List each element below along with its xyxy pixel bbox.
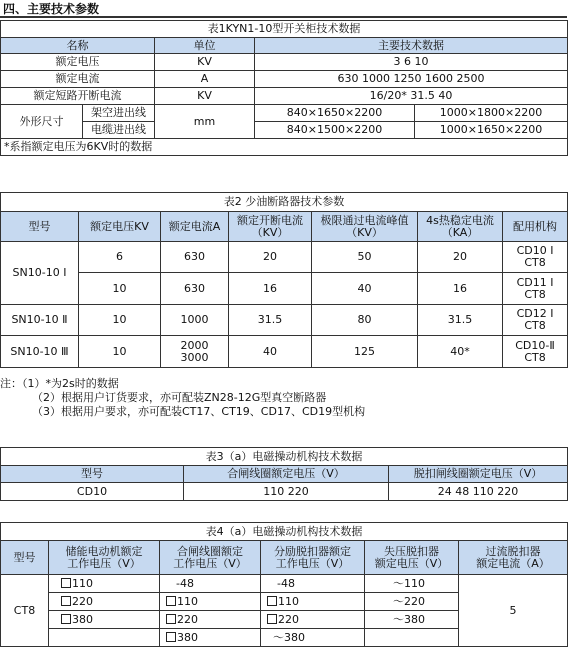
- t2-mech: CD12 Ⅰ CT8: [503, 305, 568, 336]
- t2-mech: CD10 Ⅰ CT8: [503, 242, 568, 273]
- table1-caption: 表1KYN1-10型开关柜技术数据: [1, 21, 568, 38]
- table-breaker: [0, 192, 568, 368]
- t4-header: 储能电动机额定 工作电压（V）: [49, 541, 160, 575]
- t4-motor: [49, 593, 160, 611]
- t2-cell: 31.5: [229, 305, 312, 336]
- t4-close: [160, 629, 261, 647]
- t2-cell: 10: [79, 273, 161, 305]
- t2-model: SN10-10 Ⅰ: [1, 242, 79, 305]
- t2-cell: 125: [312, 336, 418, 368]
- t4-shunt: [261, 611, 365, 629]
- t4-undervolt: [365, 629, 459, 647]
- checkbox-icon: [267, 614, 277, 624]
- t2-mech: CD11 Ⅰ CT8: [503, 273, 568, 305]
- t4-shunt-value: 220: [278, 612, 299, 626]
- t1-row-unit: KV: [155, 54, 255, 71]
- t1-dim-type: 电缆进出线: [83, 122, 155, 139]
- t1-row-value: 16/20* 31.5 40: [255, 88, 568, 105]
- t4-header: 分励脱扣器额定 工作电压（V）: [261, 541, 365, 575]
- t2-cell: 6: [79, 242, 161, 273]
- t3-header: 合闸线圈额定电压（V）: [184, 466, 389, 483]
- checkbox-icon: [166, 614, 176, 624]
- t4-motor-value: 110: [72, 576, 93, 590]
- t4-header: 失压脱扣器 额定电压（V）: [365, 541, 459, 575]
- t4-close-value: 380: [177, 630, 198, 644]
- t4-overcurrent: 5: [459, 575, 568, 647]
- t1-dim-type: 架空进出线: [83, 105, 155, 122]
- t4-shunt-value: 110: [278, 594, 299, 608]
- t4-close-value: 110: [177, 594, 198, 608]
- t4-undervolt: ～380: [365, 611, 459, 629]
- note-line: （3）根据用户要求，亦可配装CT17、CT19、CD17、CD19型机构: [32, 405, 366, 418]
- t2-header: 型号: [1, 212, 79, 242]
- t2-cell: 40: [312, 273, 418, 305]
- t2-cell: 1000: [161, 305, 229, 336]
- t4-model: CT8: [1, 575, 49, 647]
- t1-row-value: 3 6 10: [255, 54, 568, 71]
- note-line: 注：（1）*为2s时的数据: [0, 377, 119, 390]
- t4-shunt-value: -48: [277, 576, 295, 590]
- t4-close: [160, 575, 261, 593]
- t1-row-name: 额定电流: [1, 71, 155, 88]
- t4-motor-value: 380: [72, 612, 93, 626]
- t1-header-data: 主要技术数据: [255, 38, 568, 54]
- t4-header: 过流脱扣器 额定电流（A）: [459, 541, 568, 575]
- t2-cell: 40*: [418, 336, 503, 368]
- t2-cell: 20: [229, 242, 312, 273]
- t3-trip: 24 48 110 220: [389, 483, 568, 501]
- t4-header: 合闸线圈额定 工作电压（V）: [160, 541, 261, 575]
- t1-footnote: *系指额定电压为6KV时的数据: [1, 139, 568, 156]
- t1-dim-label: 外形尺寸: [1, 105, 83, 139]
- t4-motor-value: 220: [72, 594, 93, 608]
- t4-close-value: 220: [177, 612, 198, 626]
- t3-model: CD10: [1, 483, 184, 501]
- t4-undervolt: ～110: [365, 575, 459, 593]
- t1-row-name: 额定电压: [1, 54, 155, 71]
- t4-motor: [49, 611, 160, 629]
- t4-shunt: [261, 593, 365, 611]
- table3-caption: 表3（a）电磁操动机构技术数据: [1, 448, 568, 466]
- t4-shunt: [261, 629, 365, 647]
- t4-shunt-value: ～380: [273, 630, 305, 644]
- t4-close: [160, 611, 261, 629]
- t3-header: 型号: [1, 466, 184, 483]
- t1-row-value: 630 1000 1250 1600 2500: [255, 71, 568, 88]
- table-switchgear: [0, 20, 568, 156]
- checkbox-icon: [166, 632, 176, 642]
- t2-cell: 2000 3000: [161, 336, 229, 368]
- t2-model: SN10-10 Ⅲ: [1, 336, 79, 368]
- t2-model: SN10-10 Ⅱ: [1, 305, 79, 336]
- t2-header: 配用机构: [503, 212, 568, 242]
- t2-cell: 10: [79, 305, 161, 336]
- t1-header-unit: 单位: [155, 38, 255, 54]
- t2-header: 4s热稳定电流 （KA）: [418, 212, 503, 242]
- t4-close: [160, 593, 261, 611]
- table2-notes: [0, 377, 567, 419]
- t4-motor: [49, 575, 160, 593]
- t1-row-name: 额定短路开断电流: [1, 88, 155, 105]
- t2-cell: 40: [229, 336, 312, 368]
- table-ct8: [0, 522, 568, 647]
- t2-cell: 630: [161, 273, 229, 305]
- t4-undervolt: ～220: [365, 593, 459, 611]
- t1-row-unit: KV: [155, 88, 255, 105]
- t4-header: 型号: [1, 541, 49, 575]
- t2-cell: 10: [79, 336, 161, 368]
- t1-dim-value: 1000×1650×2200: [415, 122, 568, 139]
- t3-close: 110 220: [184, 483, 389, 501]
- t1-dim-value: 1000×1800×2200: [415, 105, 568, 122]
- t2-cell: 16: [418, 273, 503, 305]
- table2-caption: 表2 少油断路器技术参数: [1, 193, 568, 212]
- t2-cell: 16: [229, 273, 312, 305]
- t2-cell: 50: [312, 242, 418, 273]
- note-line: （2）根据用户订货要求，亦可配装ZN28-12G型真空断路器: [32, 391, 327, 404]
- t2-cell: 630: [161, 242, 229, 273]
- checkbox-icon: [267, 596, 277, 606]
- checkbox-icon: [61, 596, 71, 606]
- t1-header-name: 名称: [1, 38, 155, 54]
- checkbox-icon: [61, 614, 71, 624]
- t2-mech: CD10-Ⅱ CT8: [503, 336, 568, 368]
- t4-close-value: -48: [176, 576, 194, 590]
- t2-header: 额定电压KV: [79, 212, 161, 242]
- t1-row-unit: A: [155, 71, 255, 88]
- t2-cell: 80: [312, 305, 418, 336]
- t2-header: 额定开断电流 （KV）: [229, 212, 312, 242]
- t2-cell: 20: [418, 242, 503, 273]
- t1-dim-value: 840×1500×2200: [255, 122, 415, 139]
- table4-caption: 表4（a）电磁操动机构技术数据: [1, 523, 568, 541]
- checkbox-icon: [166, 596, 176, 606]
- t3-header: 脱扣闸线圈额定电压（V）: [389, 466, 568, 483]
- t4-shunt: [261, 575, 365, 593]
- checkbox-icon: [61, 578, 71, 588]
- section-title: 四、主要技术参数: [0, 0, 567, 18]
- t2-header: 额定电流A: [161, 212, 229, 242]
- t1-dim-unit: mm: [155, 105, 255, 139]
- t4-motor: [49, 629, 160, 647]
- t2-cell: 31.5: [418, 305, 503, 336]
- t1-dim-value: 840×1650×2200: [255, 105, 415, 122]
- t2-header: 极限通过电流峰值 （KV）: [312, 212, 418, 242]
- table-cd10: [0, 447, 568, 501]
